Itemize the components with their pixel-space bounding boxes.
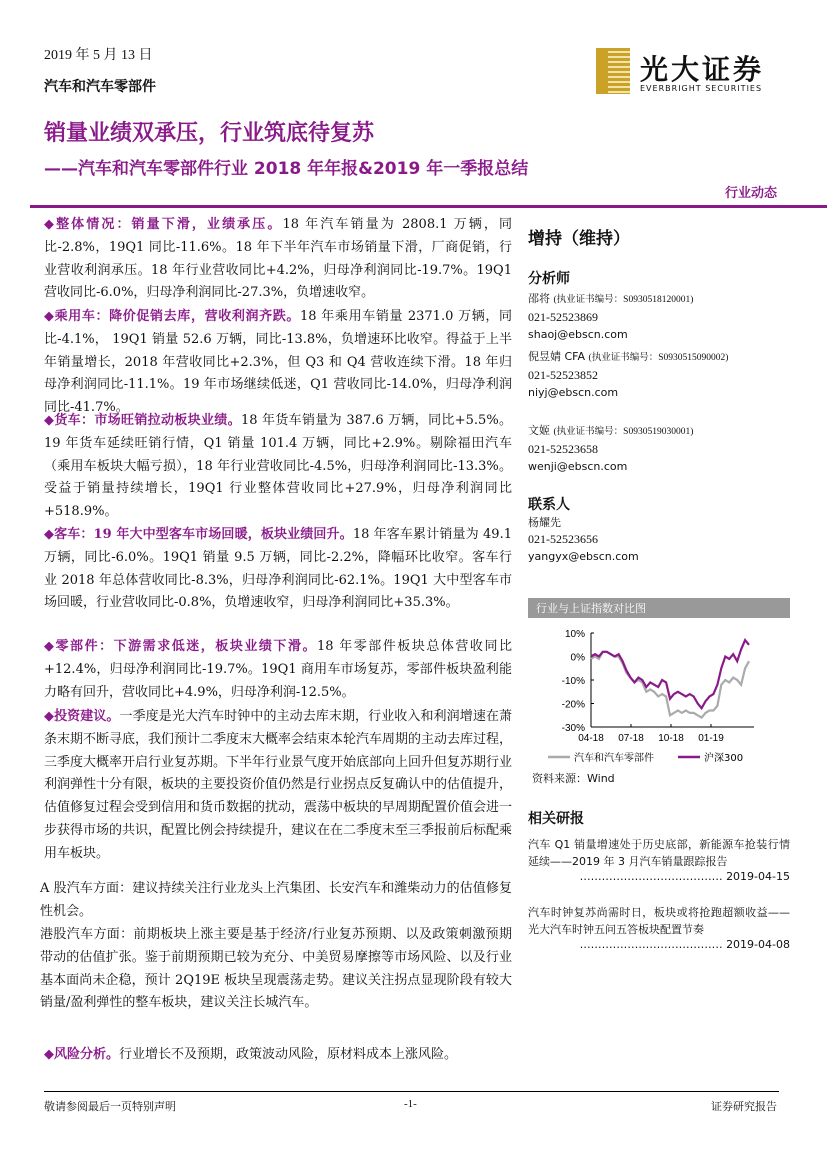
contact-heading: 联系人	[528, 497, 570, 513]
body-paragraph	[44, 1044, 512, 1067]
header-divider	[30, 205, 827, 208]
footer-disclaimer[interactable]: 敬请参阅最后一页特别声明	[44, 1101, 176, 1113]
analyst-cert: (执业证书编号：S0930519030001)	[553, 427, 694, 437]
analyst-tel: 021-52523869	[528, 310, 598, 324]
y-tick-label: -20%	[561, 699, 585, 711]
body-paragraph	[40, 924, 512, 1015]
body-paragraph	[44, 636, 512, 704]
paragraph-text: 18 年汽车销量为 2808.1 万辆，同比-2.8%，19Q1 同比-11.6%。18 年下半年汽车市场销量下滑，厂商促销，行业营收利润承压。18 年行业营收同比+4.2%，归母净利润同比-19.7%。19Q1 营收同比-6.0%，归母净利润同比-27.3%，负增速收窄。	[44, 217, 512, 301]
legend-label: 汽车和汽车零部件	[574, 753, 654, 764]
footer-doc-type: 证券研究报告	[711, 1101, 777, 1113]
analyst-name: 邵将	[528, 292, 550, 305]
report-date: 2019 年 5 月 13 日	[44, 48, 153, 63]
x-tick-label: 07-18	[618, 733, 644, 744]
paragraph-text: 18 年零部件板块总体营收同比+12.4%，归母净利润同比-19.7%。19Q1 商用车市场复苏，零部件板块盈利能力略有回升，营收同比+4.9%，归母净利润-12.5%。	[44, 639, 512, 700]
comparison-chart	[528, 620, 790, 768]
y-tick-label: 0%	[570, 652, 585, 664]
contact-name: 杨耀先	[528, 516, 561, 529]
analysts-heading: 分析师	[528, 271, 570, 287]
paragraph-text: 行业增长不及预期，政策波动风险，原材料成本上涨风险。	[119, 1047, 458, 1062]
paragraph-heading: ◆风险分析。	[44, 1047, 119, 1062]
series-line-hs300	[591, 640, 749, 708]
related-report-date: 2019-04-15	[726, 870, 790, 883]
related-report[interactable]	[528, 836, 790, 883]
paragraph-text: 18 年乘用车销量 2371.0 万辆，同比-4.1%， 19Q1 销量 52.6 万辆，同比-13.8%，负增速环比收窄。得益于上半年销量增长，2018 年营收同比+2.3%，但 Q3 和 Q4 营收连续下滑。18 年归母净利润同比-11.1%。19 年市场继续低迷，Q1 营收同比-14.0%，归母净利润同比-41.7%。	[44, 309, 512, 416]
paragraph-heading: ◆投资建议。	[44, 709, 120, 724]
analyst-tel: 021-52523852	[528, 368, 598, 382]
report-title: 销量业绩双承压，行业筑底待复苏	[44, 121, 375, 146]
paragraph-heading: ◆货车：市场旺销拉动板块业绩。	[44, 413, 241, 428]
chart-source: 资料来源：Wind	[532, 772, 615, 785]
sector-label: 汽车和汽车零部件	[44, 79, 156, 95]
paragraph-text: 港股汽车方面：前期板块上涨主要是基于经济/行业复苏预期、以及政策刺激预期带动的估值扩张。鉴于前期预期已较为充分、中美贸易摩擦等市场风险、以及行业基本面尚未企稳，预计 2Q19E 板块呈现震荡走势。建议关注拐点显现阶段有较大销量/盈利弹性的整车板块，建议关注长城汽车。	[40, 927, 512, 1011]
analyst-tel: 021-52523658	[528, 442, 598, 456]
analyst-name: 文姬	[528, 424, 550, 437]
paragraph-text: 一季度是光大汽车时钟中的主动去库末期，行业收入和利润增速在萧条末期不断寻底，我们预计二季度末大概率会结束本轮汽车周期的主动去库过程，三季度大概率开启行业复苏期。下半年行业景气度开始底部向上回升但复苏期行业利润弹性十分有限，板块的主要投资价值仍然是行业拐点反复确认中的估值提升，估值修复过程会受到信用和货币数据的扰动，震荡中板块的早周期配置价值会进一步获得市场的共识，配置比例会持续提升，建议在在二季度末至三季报前后标配乘用车板块。	[44, 709, 513, 861]
body-paragraph	[40, 878, 512, 924]
analyst-email[interactable]: niyj@ebscn.com	[528, 386, 619, 399]
analyst-cert: (执业证书编号：S0930515090002)	[588, 353, 729, 363]
body-paragraph	[44, 524, 512, 615]
x-tick-label: 01-19	[698, 733, 724, 744]
paragraph-heading: ◆客车：19 年大中型客车市场回暖，板块业绩回升。	[44, 527, 353, 542]
y-tick-label: -10%	[561, 676, 585, 687]
y-tick-label: 10%	[564, 629, 585, 640]
series-line-auto	[591, 652, 749, 718]
related-report[interactable]	[528, 904, 790, 951]
page-number: -1-	[404, 1098, 417, 1110]
paragraph-heading: ◆整体情况：销量下滑，业绩承压。	[44, 217, 283, 232]
analyst-email[interactable]: shaoj@ebscn.com	[528, 328, 628, 341]
footer-divider	[44, 1091, 779, 1092]
analyst-name: 倪昱婧 CFA	[528, 350, 586, 363]
chart-title: 行业与上证指数对比图	[528, 598, 790, 618]
report-type: 行业动态	[724, 186, 777, 201]
logo-en-text: EVERBRIGHT SECURITIES	[640, 84, 763, 93]
body-paragraph	[44, 306, 512, 420]
paragraph-heading: ◆乘用车：降价促销去库，营收利润齐跌。	[44, 309, 300, 324]
paragraph-text: A 股汽车方面：建议持续关注行业龙头上汽集团、长安汽车和潍柴动力的估值修复性机会。	[40, 881, 512, 919]
body-paragraph	[44, 706, 512, 866]
legend-label: 沪深300	[704, 753, 744, 764]
related-report-date-line: ………………………………… 2019-04-08	[579, 938, 790, 951]
related-report-title[interactable]: 汽车时钟复苏尚需时日，板块或将抢跑超额收益——光大汽车时钟五问五答板块配置节奏	[528, 906, 790, 936]
contact-email[interactable]: yangyx@ebscn.com	[528, 550, 639, 563]
body-paragraph	[44, 410, 512, 524]
contact-block	[528, 514, 790, 565]
rating: 增持（维持）	[528, 229, 630, 249]
company-logo	[596, 48, 786, 96]
related-report-title[interactable]: 汽车 Q1 销量增速处于历史底部，新能源车抢装行情延续——2019 年 3 月汽车销量跟踪报告	[528, 838, 790, 868]
paragraph-text: 18 年客车累计销量为 49.1 万辆，同比-6.0%。19Q1 销量 9.5 万辆，同比-2.2%，降幅环比收窄。客车行业 2018 年总体营收同比-8.3%，归母净利润同比-62.1%。19Q1 大中型客车市场回暖，行业营收同比-0.8%，负增速收窄，归母净利润同比+35.3%。	[44, 527, 512, 611]
logo-e-icon	[596, 48, 630, 94]
x-tick-label: 04-18	[578, 733, 604, 744]
x-tick-label: 10-18	[658, 733, 684, 744]
related-report-date: 2019-04-08	[726, 938, 790, 951]
analyst-cert: (执业证书编号：S0930518120001)	[553, 295, 694, 305]
analyst-email[interactable]: wenji@ebscn.com	[528, 460, 628, 473]
report-subtitle: ——汽车和汽车零部件行业 2018 年年报&2019 年一季报总结	[44, 159, 529, 179]
logo-cn-text: 光大证券	[640, 53, 765, 86]
related-report-date-line: ………………………………… 2019-04-15	[579, 870, 790, 883]
paragraph-heading: ◆零部件：下游需求低迷，板块业绩下滑。	[44, 639, 317, 654]
analyst-block	[528, 422, 790, 475]
analyst-block	[528, 290, 790, 343]
paragraph-text: 18 年货车销量为 387.6 万辆，同比+5.5%。19 年货车延续旺销行情，Q1 销量 101.4 万辆，同比+2.9%。剔除福田汽车（乘用车板块大幅亏损），18 年行业营收同比-4.5%，归母净利润同比-13.3%。受益于销量持续增长，19Q1 行业整体营收同比+27.9%，归母净利润同比+518.9%。	[44, 413, 513, 520]
contact-tel: 021-52523656	[528, 532, 598, 546]
y-tick-label: -30%	[561, 723, 585, 734]
body-paragraph	[44, 214, 512, 305]
analyst-block	[528, 348, 790, 401]
related-heading: 相关研报	[528, 811, 584, 827]
